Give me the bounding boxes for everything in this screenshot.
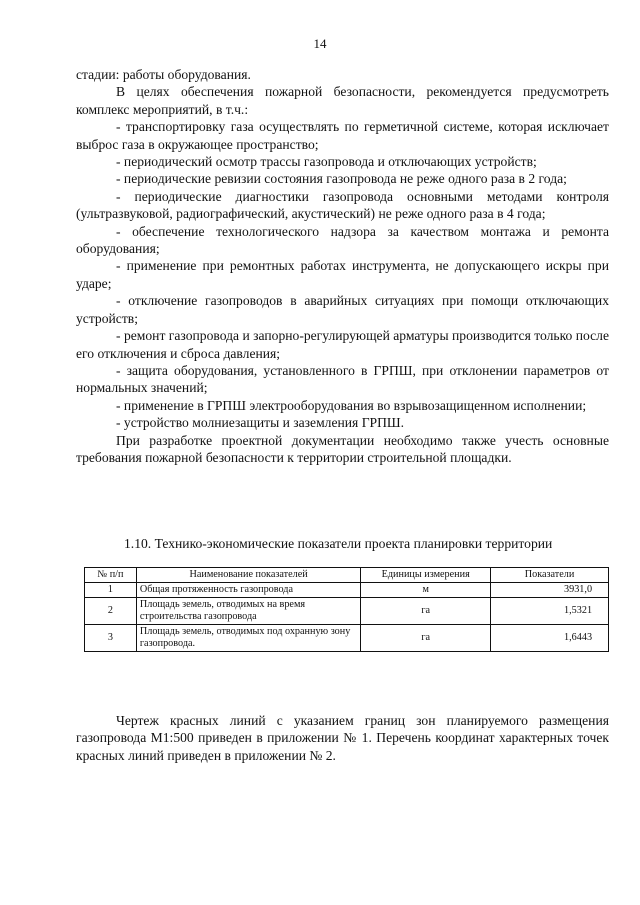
- page-number: 14: [313, 36, 327, 51]
- list-item: - применение в ГРПШ электрооборудования во взрывозащищенном исполнении;: [116, 397, 587, 413]
- cell-name: Площадь земель, отводимых под охранную зону газопровода.: [136, 625, 360, 652]
- list-item: - периодический осмотр трассы газопровода и отключающих устройств;: [116, 154, 537, 170]
- paragraph: Чертеж красных линий с указанием границ зон планируемого размещения газопровода М1:500 приведен в приложении № 1. Перечень координат характерных точек красных линий приведен в приложении № 2.: [76, 713, 609, 763]
- closing-text: [76, 712, 609, 764]
- header-values: Показатели: [491, 568, 609, 583]
- header-number: № п/п: [85, 568, 137, 583]
- cell-unit: га: [361, 625, 491, 652]
- cell-number: 2: [85, 598, 137, 625]
- paragraph: При разработке проектной документации необходимо также учесть основные требования пожарной безопасности к территории строительной площадки.: [76, 432, 609, 465]
- list-item: - применение при ремонтных работах инструмента, не допускающего искры при ударе;: [76, 258, 609, 291]
- list-item: - устройство молниезащиты и заземления ГРПШ.: [116, 415, 405, 431]
- paragraph: В целях обеспечения пожарной безопасности, рекомендуется предусмотреть комплекс мероприятий, в т.ч.:: [76, 84, 609, 117]
- table-header-row: [85, 568, 609, 583]
- list-item: - отключение газопроводов в аварийных ситуациях при помощи отключающих устройств;: [76, 293, 609, 326]
- list-item: - периодические ревизии состояния газопровода не реже одного раза в 2 года;: [116, 171, 567, 187]
- list-item: - защита оборудования, установленного в ГРПШ, при отклонении параметров от нормальных значений;: [76, 362, 609, 396]
- table-row: [85, 583, 609, 598]
- cell-name: Площадь земель, отводимых на время строительства газопровода: [136, 598, 360, 625]
- cell-name: Общая протяженность газопровода: [136, 583, 360, 598]
- cell-value: 1,6443: [491, 625, 609, 652]
- list-item: - периодические диагностики газопровода основными методами контроля (ультразвуковой, радиографический, акустический) не реже одного раза в 4 года;: [76, 188, 609, 222]
- table-row: [85, 598, 609, 625]
- cell-number: 1: [85, 583, 137, 598]
- list-item: - транспортировку газа осуществлять по герметичной системе, которая исключает выброс газа в окружающее пространство;: [76, 119, 609, 152]
- header-units: Единицы измерения: [361, 568, 491, 583]
- header-name: Наименование показателей: [136, 568, 360, 583]
- section-title: 1.10. Технико-экономические показатели проекта планировки территории: [124, 536, 553, 551]
- table-row: [85, 625, 609, 652]
- list-item: - ремонт газопровода и запорно-регулирующей арматуры производится только после его отключения и сброса давления;: [76, 328, 609, 361]
- cell-value: 1,5321: [491, 598, 609, 625]
- list-item: - обеспечение технологического надзора за качеством монтажа и ремонта оборудования;: [76, 223, 609, 257]
- cell-value: 3931,0: [491, 583, 609, 598]
- body-text: [76, 66, 609, 466]
- cell-unit: м: [361, 583, 491, 598]
- cell-number: 3: [85, 625, 137, 652]
- indicators-table: [84, 567, 609, 652]
- paragraph: стадии: работы оборудования.: [76, 67, 251, 82]
- cell-unit: га: [361, 598, 491, 625]
